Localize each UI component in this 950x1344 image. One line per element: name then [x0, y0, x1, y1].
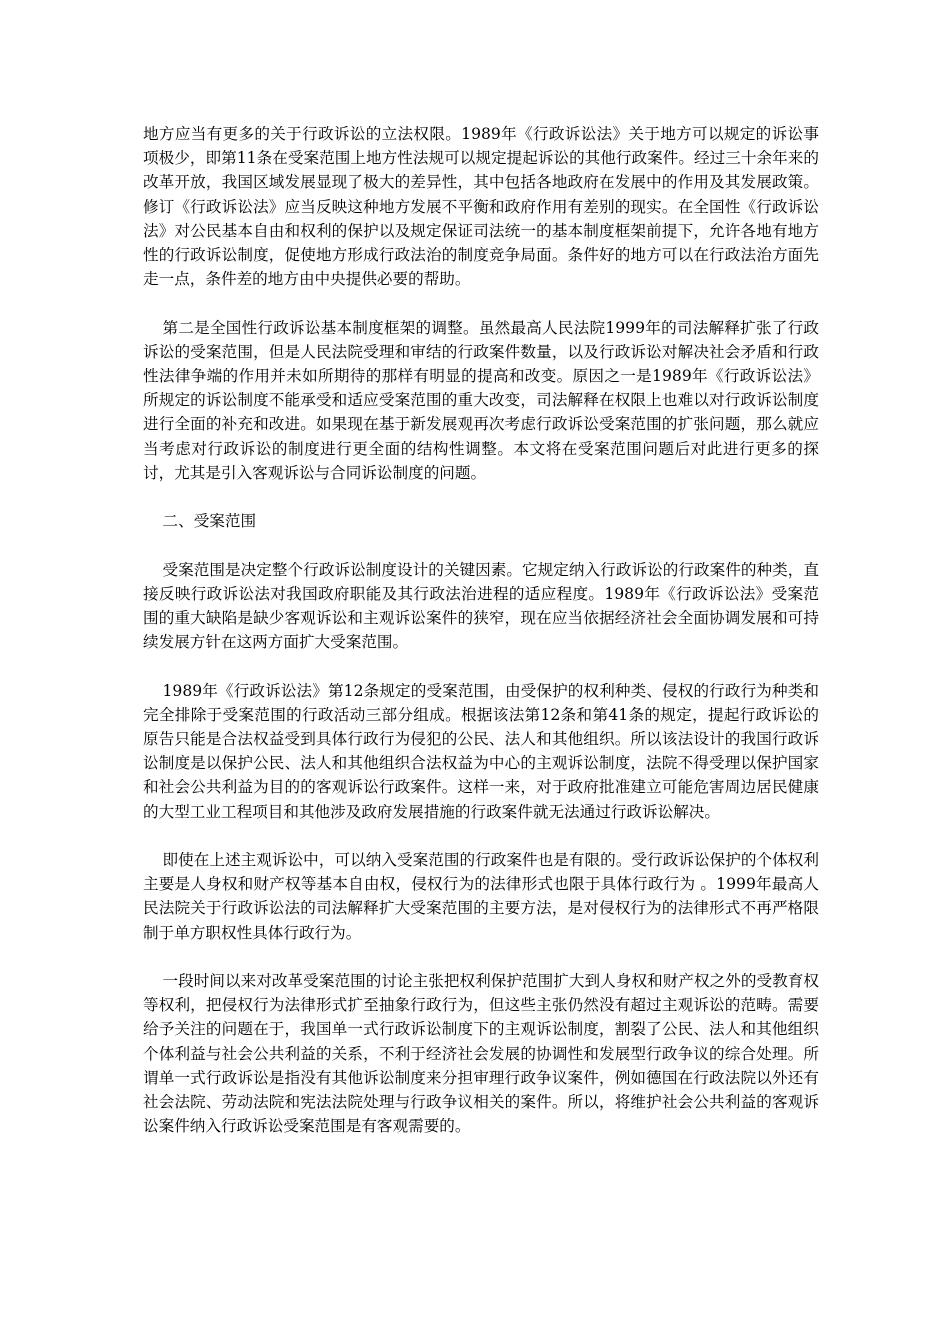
paragraph-1: 地方应当有更多的关于行政诉讼的立法权限。1989年《行政诉讼法》关于地方可以规定的诉讼事项极少，即第11条在受案范围上地方性法规可以规定提起诉讼的其他行政案件。经过三十余年来的改革开放，我国区域发展显现了极大的差异性，其中包括各地政府在发展中的作用及其发展政策。修订《行政诉讼法》应当反映这种地方发展不平衡和政府作用有差别的现实。在全国性《行政诉讼法》对公民基本自由和权利的保护以及规定保证司法统一的基本制度框架前提下，允许各地有地方性的行政诉讼制度，促使地方形成行政法治的制度竞争局面。条件好的地方可以在行政法治方面先走一点，条件差的地方由中央提供必要的帮助。: [143, 125, 819, 289]
paragraph-3: 受案范围是决定整个行政诉讼制度设计的关键因素。它规定纳入行政诉讼的行政案件的种类，直接反映行政诉讼法对我国政府职能及其行政法治进程的适应程度。1989年《行政诉讼法》受案范围的重大缺陷是缺少客观诉讼和主观诉讼案件的狭窄，现在应当依据经济社会全面协调发展和可持续发展方针在这两方面扩大受案范围。: [143, 560, 819, 652]
paragraph-5: 即使在上述主观诉讼中，可以纳入受案范围的行政案件也是有限的。受行政诉讼保护的个体权利主要是人身权和财产权等基本自由权，侵权行为的法律形式也限于具体行政行为 。1999年最高人民法院关于行政诉讼法的司法解释扩大受案范围的主要方法，是对侵权行为的法律形式不再严格限制于单方职权性具体行政行为。: [143, 851, 819, 942]
section-heading: 二、受案范围: [162, 512, 257, 531]
paragraph-6: 一段时间以来对改革受案范围的讨论主张把权利保护范围扩大到人身权和财产权之外的受教育权等权利，把侵权行为法律形式扩至抽象行政行为，但这些主张仍然没有超过主观诉讼的范畴。需要给予关注的问题在于，我国单一式行政诉讼制度下的主观诉讼制度，割裂了公民、法人和其他组织个体利益与社会公共利益的关系，不利于经济社会发展的协调性和发展型行政争议的综合处理。所谓单一式行政诉讼是指没有其他诉讼制度来分担审理行政争议案件，例如德国在行政法院以外还有社会法院、劳动法院和宪法法院处理与行政争议相关的案件。所以，将维护社会公共利益的客观诉讼案件纳入行政诉讼受案范围是有客观需要的。: [143, 972, 819, 1136]
document-body: [143, 122, 819, 1163]
paragraph-4: 1989年《行政诉讼法》第12条规定的受案范围，由受保护的权利种类、侵权的行政行为种类和完全排除于受案范围的行政活动三部分组成。根据该法第12条和第41条的规定，提起行政诉讼的原告只能是合法权益受到具体行政行为侵犯的公民、法人和其他组织。所以该法设计的我国行政诉讼制度是以保护公民、法人和其他组织合法权益为中心的主观诉讼制度，法院不得受理以保护国家和社会公共利益为目的的客观诉讼行政案件。这样一来，对于政府批准建立可能危害周边居民健康的大型工业工程项目和其他涉及政府发展措施的行政案件就无法通过行政诉讼解决。: [143, 681, 819, 821]
paragraph-2: 第二是全国性行政诉讼基本制度框架的调整。虽然最高人民法院1999年的司法解释扩张了行政诉讼的受案范围，但是人民法院受理和审结的行政案件数量，以及行政诉讼对解决社会矛盾和行政性法律争端的作用并未如所期待的那样有明显的提高和改变。原因之一是1989年《行政诉讼法》所规定的诉讼制度不能承受和适应受案范围的重大改变，司法解释在权限上也难以对行政诉讼制度进行全面的补充和改进。如果现在基于新发展观再次考虑行政诉讼受案范围的扩张问题，那么就应当考虑对行政诉讼的制度进行更全面的结构性调整。本文将在受案范围问题后对此进行更多的探讨，尤其是引入客观诉讼与合同诉讼制度的问题。: [143, 318, 819, 482]
